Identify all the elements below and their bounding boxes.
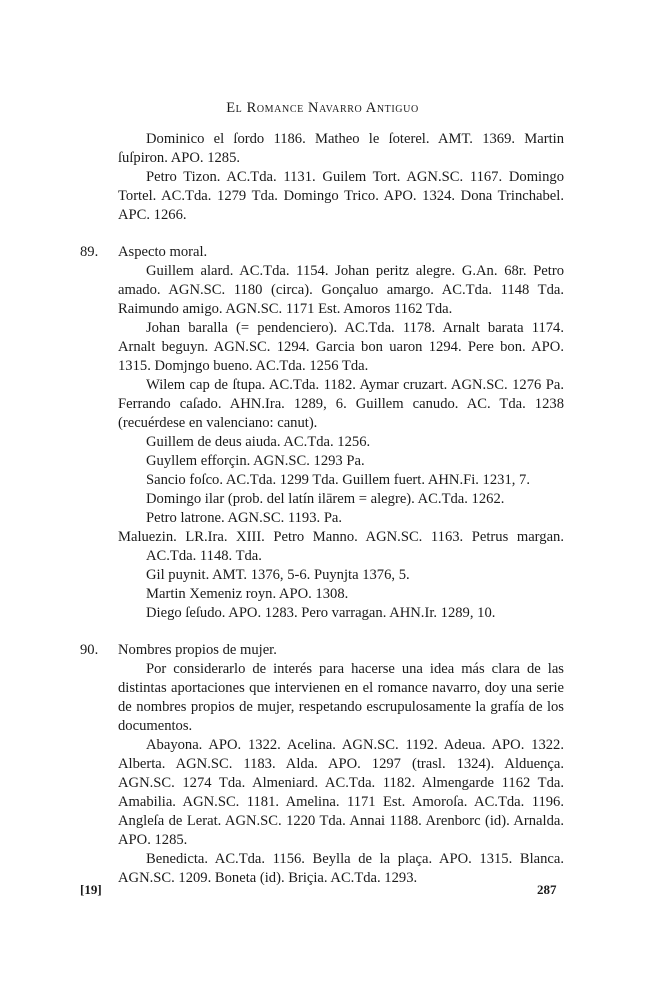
paragraph: Guillem alard. AC.Tda. 1154. Johan peritz alegre. G.An. 68r. Petro amado. AGN.SC. 1180 (circa). Gonçaluo amargo. AC.Tda. 1148 Tda. Raimundo amigo. AGN.SC. 1171 Est. Amoros 1162 Tda. xyxy=(118,263,564,317)
paragraph: Abayona. APO. 1322. Acelina. AGN.SC. 1192. Adeua. APO. 1322. Alberta. AGN.SC. 1183. Alda. APO. 1297 (trasl. 1324). Alduença. AGN.SC. 1274 Tda. Almeniard. AC.Tda. 1182. Almengarde 1162 Tda. Amabilia. AGN.SC. 1181. Amelina. 1171 Est. Amoroſa. AC.Tda. 1196. Angleſa de Lerat. AGN.SC. 1220 Tda. Annai 1188. Arenborc (id). Arnalda. APO. 1285. xyxy=(118,737,564,848)
paragraph: Johan baralla (= pendenciero). AC.Tda. 1178. Arnalt barata 1174. Arnalt beguyn. AGN.SC. 1294. Garcia bon uaron 1294. Pere bon. APO. 1315. Domjngo bueno. AC.Tda. 1256 Tda. xyxy=(118,320,564,374)
running-header: El Romance Navarro Antiguo xyxy=(226,100,419,116)
section-89 xyxy=(80,243,564,623)
footer-left-marker: [19] xyxy=(80,882,102,897)
paragraph: Sancio foſco. AC.Tda. 1299 Tda. Guillem fuert. AHN.Fi. 1231, 7. xyxy=(146,472,530,488)
paragraph: Benedicta. AC.Tda. 1156. Beylla de la plaça. APO. 1315. Blanca. AGN.SC. 1209. Boneta (id). Briçia. AC.Tda. 1293. xyxy=(118,851,564,886)
paragraph: Diego ſeſudo. APO. 1283. Pero varragan. AHN.Ir. 1289, 10. xyxy=(146,605,496,621)
paragraph: Domingo ilar (prob. del latín ilārem = alegre). AC.Tda. 1262. xyxy=(146,491,505,507)
paragraph: Petro latrone. AGN.SC. 1193. Pa. xyxy=(146,510,343,526)
section-number: 89. xyxy=(80,244,99,260)
section-90 xyxy=(80,641,564,888)
paragraph: Dominico el ſordo 1186. Matheo le ſoterel. AMT. 1369. Martin ſuſpiron. APO. 1285. xyxy=(118,131,564,166)
paragraph: Martin Xemeniz royn. APO. 1308. xyxy=(146,586,349,602)
page-number: 287 xyxy=(537,882,557,897)
page-body xyxy=(80,130,564,888)
paragraph: Por considerarlo de interés para hacerse una idea más clara de las distintas aportaciones que intervienen en el romance navarro, doy una serie de nombres propios de mujer, respetando escrupulosamente la grafía de los documentos. xyxy=(118,661,564,734)
section-title: Aspecto moral. xyxy=(118,244,208,260)
paragraph: Maluezin. LR.Ira. XIII. Petro Manno. AGN.SC. 1163. Petrus margan. AC.Tda. 1148. Tda. xyxy=(118,529,564,564)
paragraph: Wilem cap de ſtupa. AC.Tda. 1182. Aymar cruzart. AGN.SC. 1276 Pa. Ferrando caſado. AHN.Ira. 1289, 6. Guillem canudo. AC. Tda. 1238 (recuérdese en valenciano: canut). xyxy=(118,377,564,431)
paragraph: Gil puynit. AMT. 1376, 5-6. Puynjta 1376, 5. xyxy=(146,567,410,583)
paragraph: Petro Tizon. AC.Tda. 1131. Guilem Tort. AGN.SC. 1167. Domingo Tortel. AC.Tda. 1279 Tda. Domingo Trico. APO. 1324. Dona Trinchabel. APC. 1266. xyxy=(118,169,564,223)
section-number: 90. xyxy=(80,642,99,658)
paragraph: Guillem de deus aiuda. AC.Tda. 1256. xyxy=(146,434,371,450)
section-title: Nombres propios de mujer. xyxy=(118,642,277,658)
paragraph: Guyllem efforçin. AGN.SC. 1293 Pa. xyxy=(146,453,365,469)
